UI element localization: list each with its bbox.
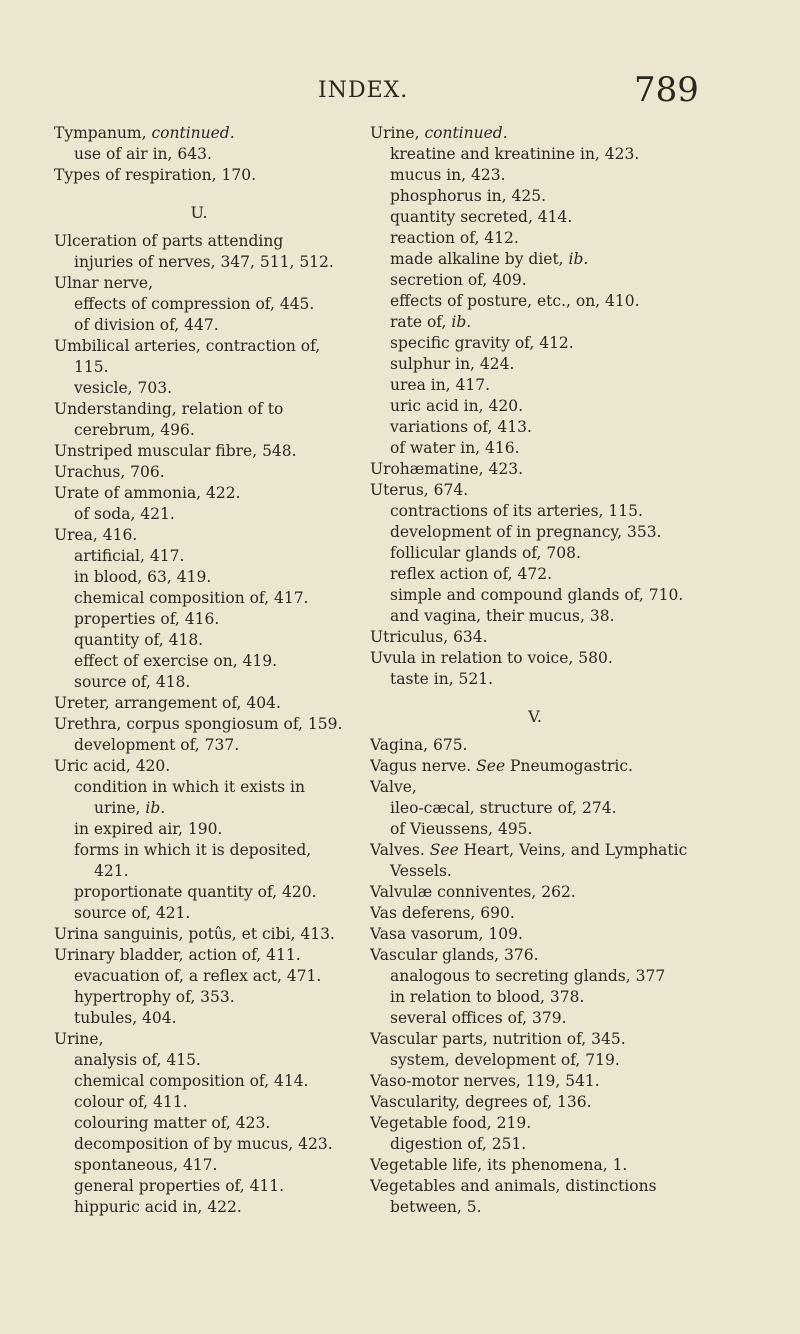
index-entry: Vagus nerve. See Pneumogastric.	[370, 757, 633, 775]
index-subentry: simple and compound glands of, 710.	[390, 586, 684, 604]
index-subentry: in relation to blood, 378.	[390, 988, 585, 1006]
index-subentry: reaction of, 412.	[390, 229, 519, 247]
index-entry: Valves. See Heart, Veins, and Lymphatic Vessels.	[370, 841, 688, 880]
index-subentry: properties of, 416.	[74, 610, 220, 628]
index-subentry: colouring matter of, 423.	[74, 1114, 271, 1132]
index-subentry: chemical composition of, 417.	[74, 589, 309, 607]
index-entry: Vegetables and animals, distinctions between, 5.	[370, 1177, 657, 1216]
index-entry: Umbilical arteries, contraction of, 115.	[54, 337, 321, 376]
index-entry: Uterus, 674.	[370, 481, 469, 499]
index-subentry: proportionate quantity of, 420.	[74, 883, 317, 901]
index-subentry: contractions of its arteries, 115.	[390, 502, 643, 520]
index-entry: Urine, continued.	[370, 124, 508, 142]
index-subentry: hippuric acid in, 422.	[74, 1198, 242, 1216]
index-entry: Vasa vasorum, 109.	[370, 925, 523, 943]
index-entry: Types of respiration, 170.	[54, 166, 256, 184]
index-entry: Vascular glands, 376.	[370, 946, 539, 964]
index-subentry: rate of, ib.	[390, 313, 472, 331]
index-entry: Urina sanguinis, potûs, et cibi, 413.	[54, 925, 335, 943]
index-entry: Understanding, relation of to cerebrum, 496.	[54, 400, 284, 439]
index-subentry: general properties of, 411.	[74, 1177, 285, 1195]
index-subentry: development of, 737.	[74, 736, 240, 754]
index-subentry: colour of, 411.	[74, 1093, 188, 1111]
right-column	[370, 123, 700, 1218]
index-subentry: quantity of, 418.	[74, 631, 204, 649]
index-subentry: ileo-cæcal, structure of, 274.	[390, 799, 617, 817]
index-entry: Ureter, arrangement of, 404.	[54, 694, 281, 712]
index-subentry: variations of, 413.	[390, 418, 532, 436]
index-subentry: tubules, 404.	[74, 1009, 177, 1027]
index-subentry: specific gravity of, 412.	[390, 334, 574, 352]
index-entry: Vascular parts, nutrition of, 345.	[370, 1030, 626, 1048]
index-subentry: analogous to secreting glands, 377	[390, 967, 666, 985]
index-entry: Urinary bladder, action of, 411.	[54, 946, 301, 964]
index-subentry: condition in which it exists in urine, ib.	[74, 778, 305, 817]
index-subentry: quantity secreted, 414.	[390, 208, 573, 226]
index-entry: Vegetable life, its phenomena, 1.	[370, 1156, 628, 1174]
index-subentry: and vagina, their mucus, 38.	[390, 607, 615, 625]
index-subentry: several offices of, 379.	[390, 1009, 567, 1027]
index-subentry: sulphur in, 424.	[390, 355, 515, 373]
index-subentry: decomposition of by mucus, 423.	[74, 1135, 333, 1153]
index-subentry: reflex action of, 472.	[390, 565, 552, 583]
index-entry: Ulceration of parts attending injuries of nerves, 347, 511, 512.	[54, 232, 334, 271]
index-subentry: of soda, 421.	[74, 505, 175, 523]
index-entry: Ulnar nerve,	[54, 274, 154, 292]
index-entry: Vaso-motor nerves, 119, 541.	[370, 1072, 600, 1090]
page-header	[0, 70, 800, 120]
index-subentry: evacuation of, a reflex act, 471.	[74, 967, 322, 985]
index-entry: Valvulæ conniventes, 262.	[370, 883, 576, 901]
page-number: 789	[634, 70, 699, 110]
index-subentry: mucus in, 423.	[390, 166, 506, 184]
index-subentry: spontaneous, 417.	[74, 1156, 218, 1174]
index-entry: Vas deferens, 690.	[370, 904, 515, 922]
index-entry: Uvula in relation to voice, 580.	[370, 649, 613, 667]
index-entry: Urate of ammonia, 422.	[54, 484, 241, 502]
index-subentry: effects of compression of, 445.	[74, 295, 315, 313]
index-subentry: uric acid in, 420.	[390, 397, 523, 415]
running-head: INDEX.	[318, 78, 409, 103]
index-subentry: source of, 421.	[74, 904, 191, 922]
index-subentry: kreatine and kreatinine in, 423.	[390, 145, 640, 163]
index-entry: Vagina, 675.	[370, 736, 468, 754]
index-subentry: follicular glands of, 708.	[390, 544, 581, 562]
index-subentry: in expired air, 190.	[74, 820, 223, 838]
index-subentry: chemical composition of, 414.	[74, 1072, 309, 1090]
index-entry: Uric acid, 420.	[54, 757, 171, 775]
index-subentry: use of air in, 643.	[74, 145, 212, 163]
index-subentry: artificial, 417.	[74, 547, 185, 565]
index-subentry: phosphorus in, 425.	[390, 187, 547, 205]
index-entry: Vascularity, degrees of, 136.	[370, 1093, 592, 1111]
index-subentry: hypertrophy of, 353.	[74, 988, 235, 1006]
index-subentry: secretion of, 409.	[390, 271, 527, 289]
section-letter: V.	[528, 707, 542, 726]
index-subentry: taste in, 521.	[390, 670, 494, 688]
index-subentry: effect of exercise on, 419.	[74, 652, 278, 670]
index-subentry: development of in pregnancy, 353.	[390, 523, 662, 541]
index-entry: Urea, 416.	[54, 526, 138, 544]
index-entry: Urine,	[54, 1030, 104, 1048]
index-entry: Urethra, corpus spongiosum of, 159.	[54, 715, 343, 733]
index-subentry: analysis of, 415.	[74, 1051, 201, 1069]
section-letter: U.	[190, 203, 208, 222]
index-subentry: forms in which it is deposited, 421.	[74, 841, 312, 880]
index-subentry: made alkaline by diet, ib.	[390, 250, 589, 268]
index-subentry: system, development of, 719.	[390, 1051, 620, 1069]
index-entry: Urachus, 706.	[54, 463, 165, 481]
index-subentry: of water in, 416.	[390, 439, 520, 457]
index-entry: Tympanum, continued.	[54, 124, 235, 142]
index-entry: Valve,	[370, 778, 417, 796]
index-subentry: in blood, 63, 419.	[74, 568, 212, 586]
index-subentry: urea in, 417.	[390, 376, 491, 394]
index-subentry: of division of, 447.	[74, 316, 219, 334]
index-subentry: vesicle, 703.	[74, 379, 173, 397]
index-entry: Vegetable food, 219.	[370, 1114, 532, 1132]
left-column	[54, 123, 344, 1218]
index-subentry: of Vieussens, 495.	[390, 820, 533, 838]
index-entry: Urohæmatine, 423.	[370, 460, 524, 478]
index-subentry: digestion of, 251.	[390, 1135, 527, 1153]
index-subentry: effects of posture, etc., on, 410.	[390, 292, 640, 310]
index-entry: Unstriped muscular fibre, 548.	[54, 442, 297, 460]
index-entry: Utriculus, 634.	[370, 628, 488, 646]
index-subentry: source of, 418.	[74, 673, 191, 691]
